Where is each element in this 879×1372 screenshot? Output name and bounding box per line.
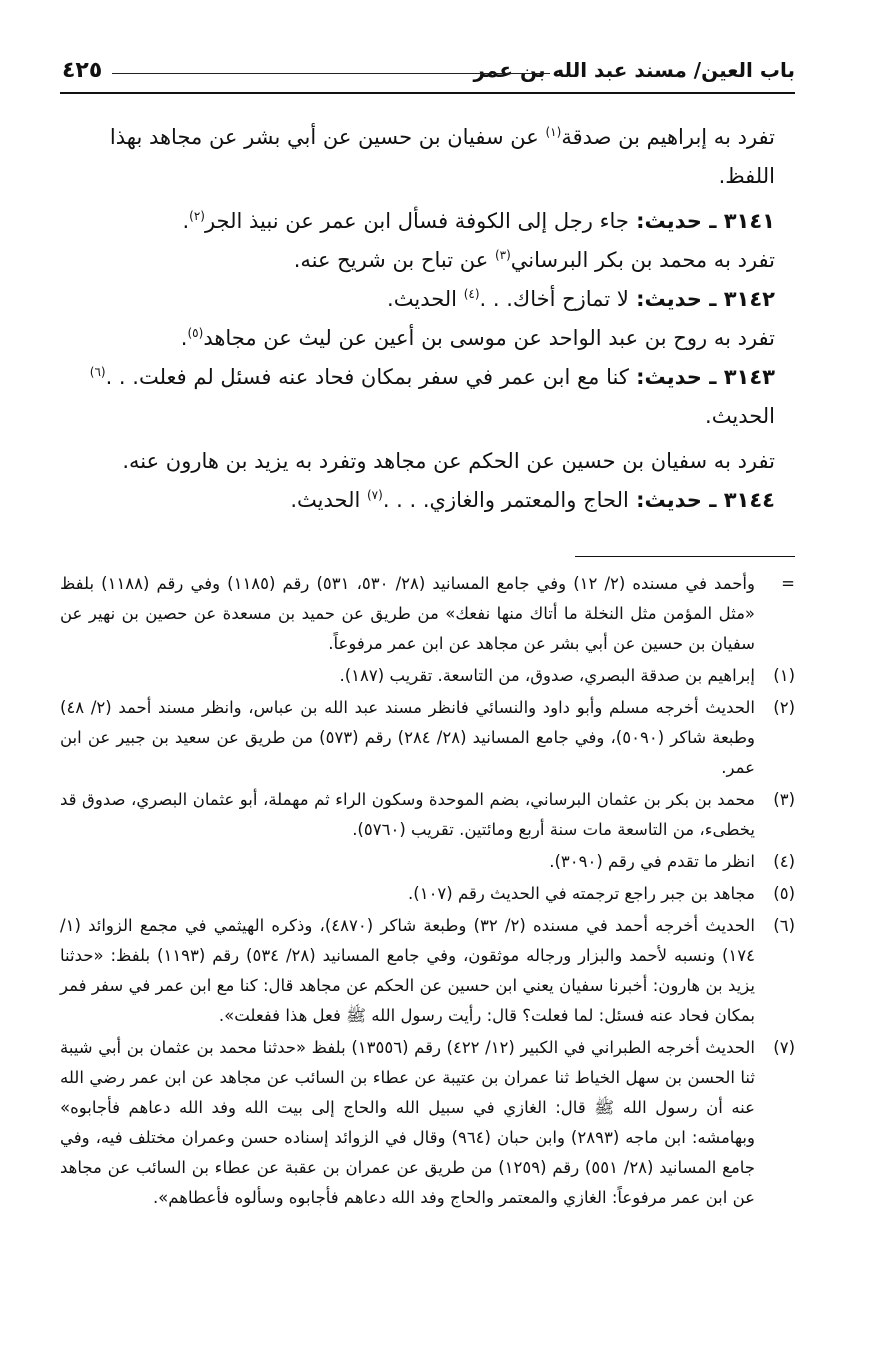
footnote-marker: (٥): [773, 884, 795, 903]
hadith-entry: [60, 280, 795, 319]
hadith-number: ٣١٤١: [723, 209, 775, 233]
paragraph-note: [60, 241, 795, 280]
paragraph-text: عن سفيان بن حسين عن أبي بشر عن مجاهد بهذا اللفظ.: [109, 125, 775, 188]
footnote: [60, 661, 795, 691]
hadith-number: ٣١٤٤: [723, 488, 775, 512]
book-page: [60, 40, 795, 1213]
running-head: [60, 40, 795, 94]
footnote-text: إبراهيم بن صدقة البصري، صدوق، من التاسعة. تقريب (١٨٧).: [339, 666, 755, 685]
paragraph-text: تفرد به روح بن عبد الواحد عن موسى بن أعين عن ليث عن مجاهد: [203, 326, 775, 350]
footnote-ref: (٧): [366, 488, 383, 502]
page-number: ٤٢٥: [62, 58, 103, 83]
running-head-title: باب العين/ مسند عبد الله بن عمر: [473, 58, 795, 82]
footnotes: [60, 569, 795, 1213]
paragraph-text: عن تباح بن شريح عنه.: [293, 248, 495, 272]
footnote-marker: (٧): [773, 1038, 795, 1057]
footnote-ref: (١): [545, 125, 562, 139]
hadith-text: لا تمازح أخاك. . .: [479, 287, 629, 311]
paragraph-note: [60, 442, 795, 481]
hadith-text: الحديث.: [290, 488, 367, 512]
footnote-marker: (٤): [773, 852, 795, 871]
hadith-number: ٣١٤٢: [723, 287, 775, 311]
paragraph-text: .: [180, 326, 188, 350]
hadith-text: الحديث.: [387, 287, 464, 311]
hadith-entry: [60, 202, 795, 241]
footnote-marker: (١): [773, 666, 795, 685]
hadith-text: الحديث.: [705, 404, 775, 428]
footnote: [60, 879, 795, 909]
footnote-separator: [575, 556, 795, 557]
hadith-label: ـ حديث:: [628, 365, 724, 389]
footnote: [60, 569, 795, 659]
footnote-ref: (٣): [494, 248, 511, 262]
paragraph-text: تفرد به إبراهيم بن صدقة: [561, 125, 775, 149]
hadith-label: ـ حديث:: [628, 287, 724, 311]
footnote: [60, 911, 795, 1031]
paragraph-text: تفرد به سفيان بن حسين عن الحكم عن مجاهد وتفرد به يزيد بن هارون عنه.: [122, 449, 775, 473]
hadith-number: ٣١٤٣: [723, 365, 775, 389]
footnote-ref: (٦): [89, 365, 106, 379]
footnote-marker: (٣): [773, 790, 795, 809]
hadith-label: ـ حديث:: [628, 209, 724, 233]
footnote: [60, 693, 795, 783]
footnote: [60, 847, 795, 877]
footnote-text: وأحمد في مسنده (٢/ ١٢) وفي جامع المسانيد (٢٨/ ٥٣٠، ٥٣١) رقم (١١٨٥) وفي رقم (١١٨٨) بلفظ «مثل المؤمن مثل النخلة ما أتاك منها نفعك» من طريق عن حميد بن مسعدة عن حصين بن نهير عن سفيان بن حسين عن أبي بشر عن مجاهد عن ابن عمر مرفوعاً.: [60, 574, 755, 653]
footnote-text: الحديث أخرجه الطبراني في الكبير (١٢/ ٤٢٢) رقم (١٣٥٥٦) بلفظ «حدثنا محمد بن عثمان بن أبي شيبة ثنا الحسن بن سهل الخياط ثنا عمران بن عتيبة عن عطاء بن السائب عن مجاهد عن ابن عمر رضي الله عنه أن رسول الله ﷺ قال: الغازي في سبيل الله والحاج إلى بيت الله وفد الله دعاهم فأجابوه» وبهامشه: ابن ماجه (٢٨٩٣) وابن حبان (٩٦٤) وقال في الزوائد إسناده حسن وعمران مختلف فيه، وفي جامع المسانيد (٢٨/ ٥٥١) رقم (١٢٥٩) من طريق عن عمران بن عقبة عن عطاء بن السائب عن مجاهد عن ابن عمر مرفوعاً: الغازي والمعتمر والحاج وفد الله دعاهم فأجابوه وسألوه فأعطاهم».: [60, 1038, 756, 1207]
footnote-ref: (٥): [187, 326, 204, 340]
hadith-text: كنا مع ابن عمر في سفر بمكان فحاد عنه فسئل لم فعلت. . .: [105, 365, 629, 389]
paragraph-note: [60, 319, 795, 358]
footnote-marker: (٦): [773, 916, 795, 935]
footnote-text: محمد بن بكر بن عثمان البرساني، بضم الموحدة وسكون الراء ثم مهملة، أبو عثمان البصري، صدوق قد يخطىء، من التاسعة مات سنة أربع ومائتين. تقريب (٥٧٦٠).: [60, 790, 755, 839]
footnote-ref: (٢): [189, 209, 205, 223]
hadith-entry: [60, 358, 795, 436]
footnote: [60, 785, 795, 845]
footnote-ref: (٤): [463, 287, 480, 301]
paragraph-note: [60, 118, 795, 196]
hadith-entry: [60, 481, 795, 520]
footnote-text: الحديث أخرجه مسلم وأبو داود والنسائي فانظر مسند عبد الله بن عباس، وانظر مسند أحمد (٢/ ٤٨) وطبعة شاكر (٥٠٩٠)، وفي جامع المسانيد (٢٨/ ٢٨٤) رقم (٥٧٣) من طريق عن سعيد بن جبير عن ابن عمر.: [60, 698, 756, 777]
footnote-text: الحديث أخرجه أحمد في مسنده (٢/ ٣٢) وطبعة شاكر (٤٨٧٠)، وذكره الهيثمي في مجمع الزوائد (١/ ١٧٤) ونسبه لأحمد والبزار ورجاله موثقون، وفي جامع المسانيد (٢٨/ ٥٣٤) رقم (١١٩٣) بلفظ: «حدثنا يزيد بن هارون: أخبرنا سفيان يعني ابن حسين عن الحكم عن مجاهد قال: كنا مع ابن عمر في سفر فمر بمكان فحاد عنه فسئل: لما فعلت؟ قال: رأيت رسول الله ﷺ فعل هذا ففعلت».: [60, 916, 756, 1025]
running-head-rule: [112, 73, 550, 74]
footnote: [60, 1033, 795, 1213]
footnote-text: مجاهد بن جبر راجع ترجمته في الحديث رقم (١٠٧).: [408, 884, 755, 903]
footnote-marker: =: [781, 574, 795, 593]
hadith-text: الحاج والمعتمر والغازي. . . .: [382, 488, 629, 512]
footnote-marker: (٢): [773, 698, 795, 717]
main-text: [60, 118, 795, 520]
hadith-label: ـ حديث:: [628, 488, 724, 512]
hadith-text: جاء رجل إلى الكوفة فسأل ابن عمر عن نبيذ الجر: [204, 209, 629, 233]
footnote-text: انظر ما تقدم في رقم (٣٠٩٠).: [549, 852, 755, 871]
hadith-text: .: [182, 209, 190, 233]
paragraph-text: تفرد به محمد بن بكر البرساني: [510, 248, 775, 272]
